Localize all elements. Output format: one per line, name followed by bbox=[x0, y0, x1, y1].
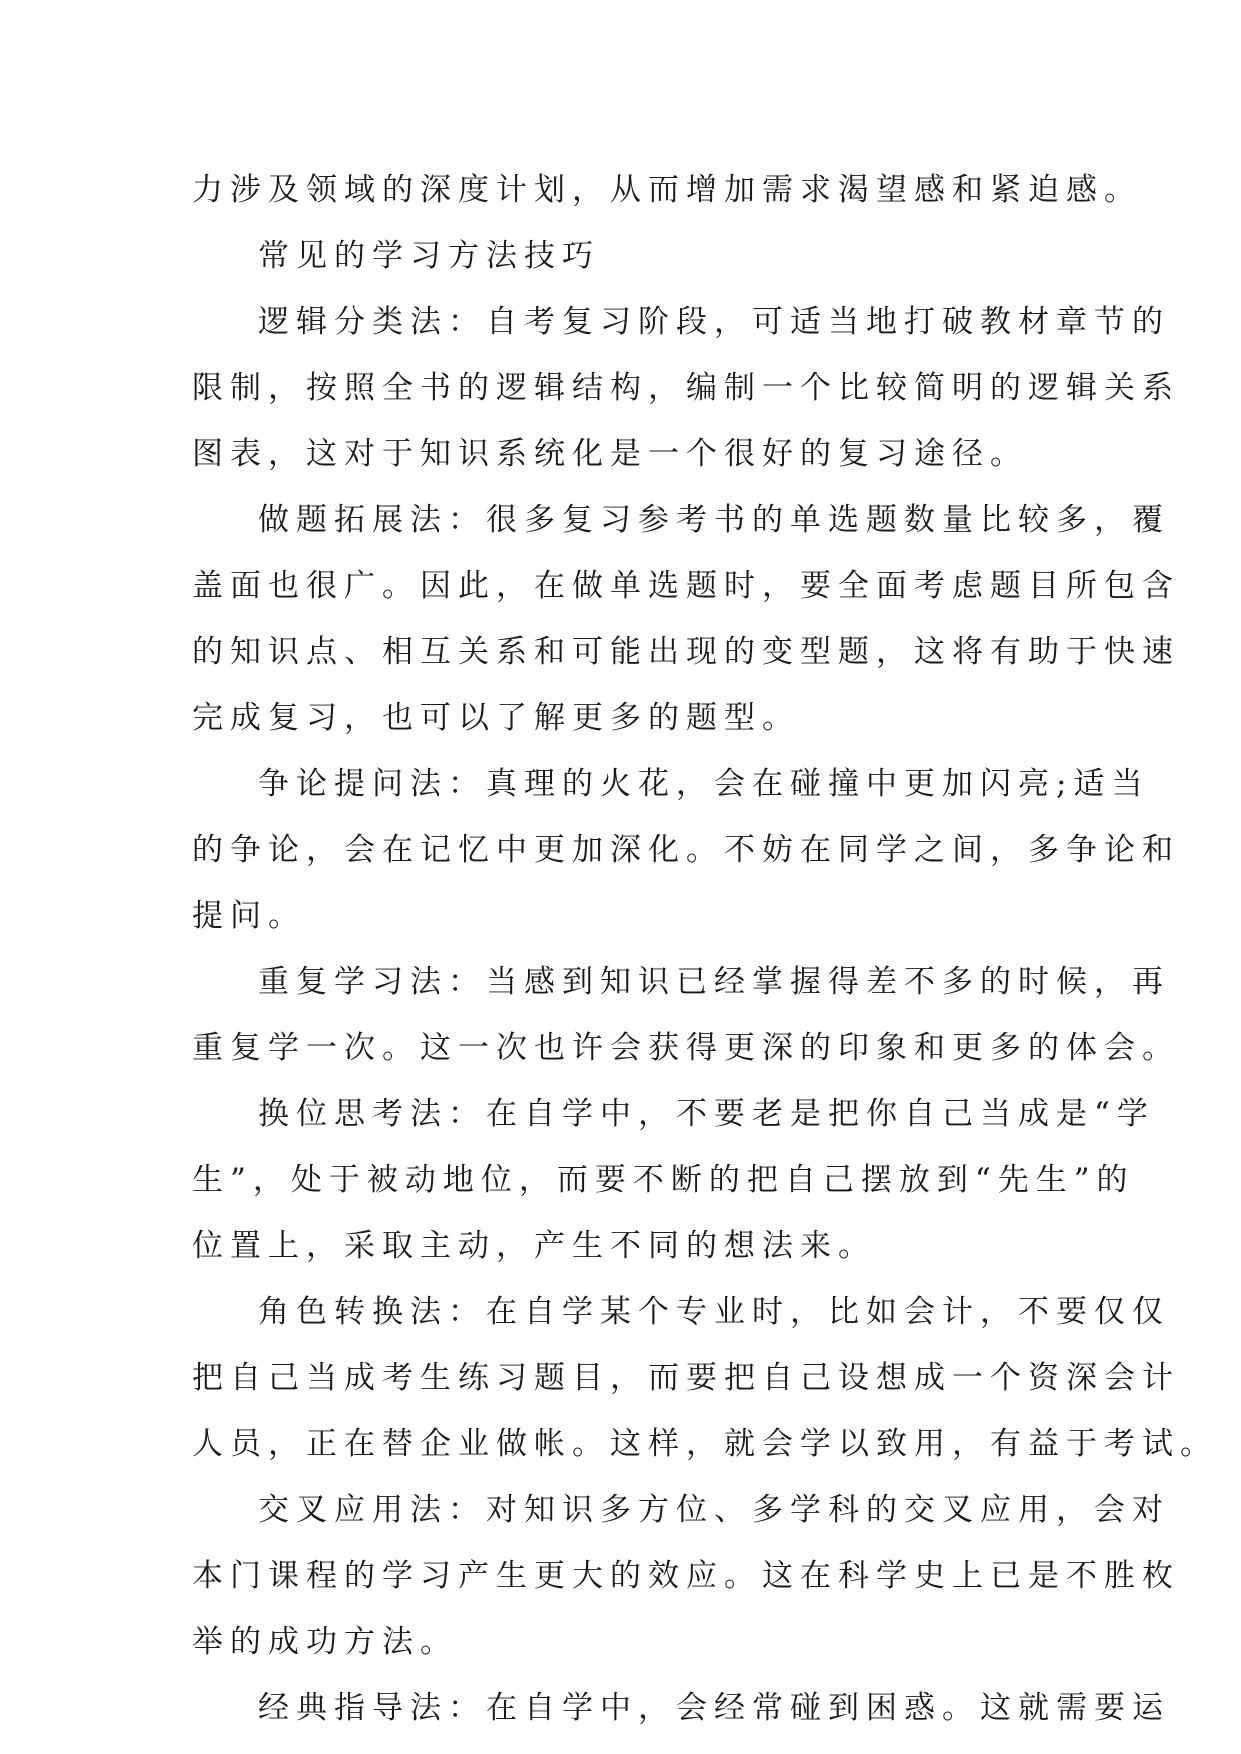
text-line: 完成复习，也可以了解更多的题型。 bbox=[192, 700, 800, 736]
text-line: 交叉应用法：对知识多方位、多学科的交叉应用，会对 bbox=[258, 1492, 1170, 1528]
text-line: 图表，这对于知识系统化是一个很好的复习途径。 bbox=[192, 436, 1028, 472]
body-text bbox=[192, 157, 1218, 1741]
text-line: 经典指导法：在自学中，会经常碰到困惑。这就需要运 bbox=[258, 1690, 1170, 1726]
text-line: 做题拓展法：很多复习参考书的单选题数量比较多，覆 bbox=[258, 502, 1170, 538]
text-line: 角色转换法：在自学某个专业时，比如会计，不要仅仅 bbox=[258, 1294, 1170, 1330]
text-line: 提问。 bbox=[192, 898, 306, 934]
section-heading: 常见的学习方法技巧 bbox=[258, 238, 600, 274]
text-line: 争论提问法：真理的火花，会在碰撞中更加闪亮;适当 bbox=[258, 766, 1150, 802]
text-line: 人员，正在替企业做帐。这样，就会学以致用，有益于考试。 bbox=[192, 1426, 1218, 1462]
text-line: 力涉及领域的深度计划，从而增加需求渴望感和紧迫感。 bbox=[192, 172, 1142, 208]
text-line: 位置上，采取主动，产生不同的想法来。 bbox=[192, 1228, 876, 1264]
text-line: 生”，处于被动地位，而要不断的把自己摆放到“先生”的 bbox=[192, 1162, 1135, 1198]
text-line: 把自己当成考生练习题目，而要把自己设想成一个资深会计 bbox=[192, 1360, 1180, 1396]
text-line: 举的成功方法。 bbox=[192, 1624, 458, 1660]
text-line: 限制，按照全书的逻辑结构，编制一个比较简明的逻辑关系 bbox=[192, 370, 1180, 406]
text-line: 的争论，会在记忆中更加深化。不妨在同学之间，多争论和 bbox=[192, 832, 1180, 868]
text-line: 盖面也很广。因此，在做单选题时，要全面考虑题目所包含 bbox=[192, 568, 1180, 604]
text-line: 本门课程的学习产生更大的效应。这在科学史上已是不胜枚 bbox=[192, 1558, 1180, 1594]
text-line: 逻辑分类法：自考复习阶段，可适当地打破教材章节的 bbox=[258, 304, 1170, 340]
text-line: 重复学一次。这一次也许会获得更深的印象和更多的体会。 bbox=[192, 1030, 1180, 1066]
text-line: 的知识点、相互关系和可能出现的变型题，这将有助于快速 bbox=[192, 634, 1180, 670]
text-line: 重复学习法：当感到知识已经掌握得差不多的时候，再 bbox=[258, 964, 1170, 1000]
text-line: 换位思考法：在自学中，不要老是把你自己当成是“学 bbox=[258, 1096, 1155, 1132]
